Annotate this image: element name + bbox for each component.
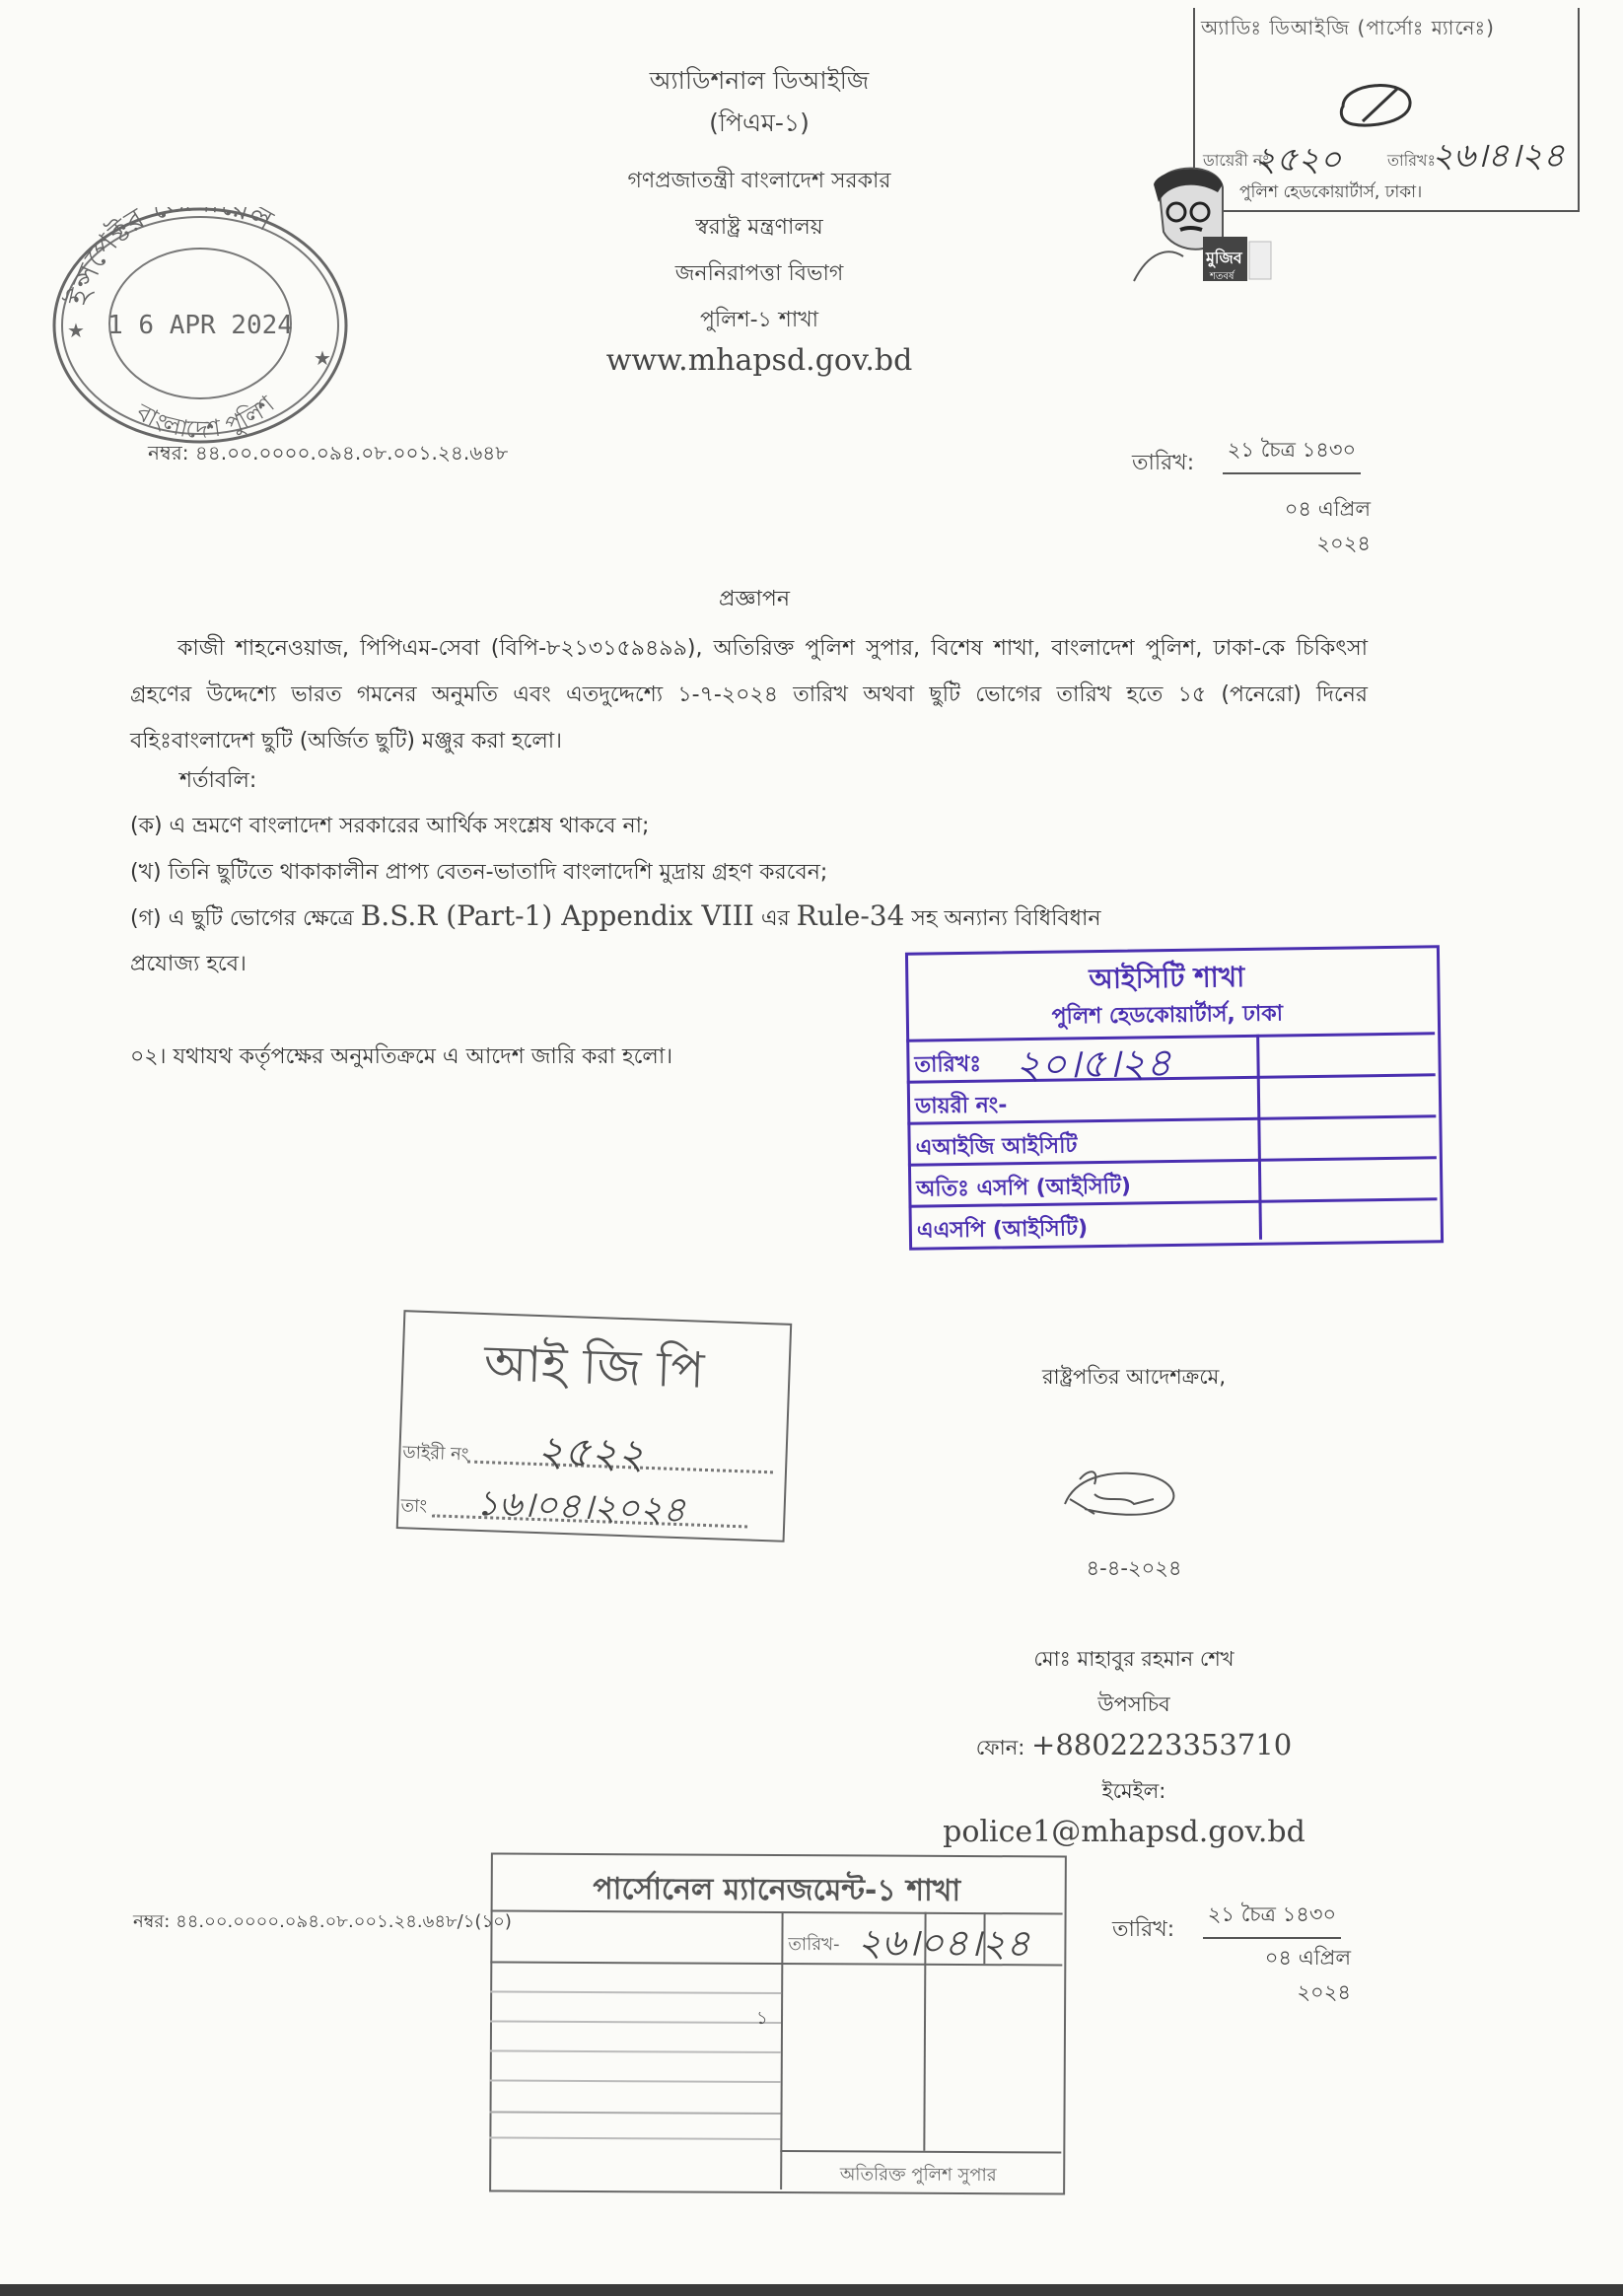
signature-image [1045, 1460, 1193, 1529]
condition-g [130, 899, 1100, 938]
signatory-name: মোঃ মাহাবুর রহমান শেখ [1033, 1647, 1235, 1671]
notification-title: প্রজ্ঞাপন [719, 587, 790, 611]
igp-date-label: তাং [400, 1495, 428, 1518]
issue-date [1114, 434, 1371, 555]
pm-number-one: ১ [755, 2007, 768, 2029]
ict-row-asp [909, 1197, 1439, 1247]
handwritten-mark [1333, 77, 1422, 131]
phone-number[interactable]: +8802223353710 [1031, 1728, 1293, 1761]
condition-g-rule-ref: B.S.R (Part-1) Appendix VIII [360, 899, 754, 932]
email-label: ইমেইল: [1101, 1779, 1166, 1803]
igp-date-value: ১৬।০৪।২০২৪ [474, 1482, 687, 1532]
signature-date: ৪-৪-২০২৪ [1086, 1556, 1182, 1580]
igp-diary-number: ২৫২২ [535, 1426, 646, 1478]
memo-number-label: নম্বর: [148, 441, 189, 465]
scan-edge [0, 2284, 1623, 2296]
memo-number [148, 439, 508, 471]
ministry-name: স্বরাষ্ট্র মন্ত্রণালয় [695, 215, 823, 240]
notification-paragraph: কাজী শাহনেওয়াজ, পিপিএম-সেবা (বিপি-৮২১৩১৫৯৪৯৯), অতিরিক্ত পুলিশ সুপার, বিশেষ শাখা, বাংলাদেশ পুলিশ, ঢাকা-কে চিকিৎসা গ্রহণের উদ্দেশ্যে ভারত গমনের অনুমতি এবং এতদুদ্দেশ্যে ১-৭-২০২৪ তারিখ অথবা ছুটি ভোগের তারিখ হতে ১৫ (পনেরো) দিনের বহিঃবাংলাদেশ ছুটি (অর্জিত ছুটি) মঞ্জুর করা হলো। [130, 636, 1368, 753]
pm-date-label: তারিখ- [788, 1934, 840, 1956]
memo-number-label: নম্বর: [133, 1911, 171, 1932]
diary-number: ২৫২০ [1254, 140, 1342, 179]
memo-number-value: ৪৪.০০.০০০০.০৯৪.০৮.০০১.২৪.৬৪৮ [194, 441, 509, 465]
seal-bottom-text: বাংলাদেশ পুলিশ [131, 390, 280, 444]
letterhead [552, 158, 966, 343]
condition-g-suffix: সহ অন্যান্য বিধিবিধান [904, 906, 1101, 931]
row-label: এআইজি আইসিটি [915, 1133, 1078, 1161]
date-label: তারিখ: [1132, 451, 1195, 475]
row-label: ডায়রী নং- [914, 1093, 1008, 1119]
star-icon: ★ [67, 319, 85, 342]
row-label: এএসপি (আইসিটি) [916, 1216, 1089, 1244]
igp-diary-stamp [395, 1310, 793, 1570]
paragraph-two: ০২। যথাযথ কর্তৃপক্ষের অনুমতিক্রমে এ আদেশ জারি করা হলো। [130, 1044, 673, 1069]
pm-stamp-footer: অতিরিক্ত পুলিশ সুপার [839, 2164, 997, 2187]
branch-name: পুলিশ-১ শাখা [699, 308, 819, 332]
division-name: জননিরাপত্তা বিভাগ [674, 261, 844, 286]
stamp-title: অ্যাডিঃ ডিআইজি (পার্সোঃ ম্যানেঃ) [1201, 16, 1495, 39]
pm-stamp-title: পার্সোনেল ম্যানেজমেন্ট-১ শাখা [593, 1872, 961, 1908]
date-bangla: ২১ চৈত্র ১৪৩০ [1203, 1899, 1341, 1939]
seal-date: 1 6 APR 2024 [107, 311, 293, 340]
website-link[interactable]: www.mhapsd.gov.bd [605, 343, 913, 378]
email-link[interactable]: police1@mhapsd.gov.bd [943, 1815, 1305, 1849]
condition-k: (ক) এ ভ্রমণে বাংলাদেশ সরকারের আর্থিক সংশ্লেষ থাকবে না; [130, 814, 650, 838]
personnel-management-stamp [489, 1852, 1068, 2195]
logo-subtext: শতবর্ষ [1210, 271, 1235, 282]
ict-stamp-subtitle: পুলিশ হেডকোয়ার্টার্স, ঢাকা [1051, 1001, 1284, 1030]
signatory-designation: উপসচিব [1097, 1692, 1170, 1716]
date-english: ০৪ এপ্রিল ২০২৪ [1284, 497, 1371, 555]
seal-top-text: ইন্সপেক্টর রেল [61, 207, 279, 309]
igp-stamp-title: আই জি পি [482, 1334, 706, 1399]
stamp-footer: পুলিশ হেডকোয়ার্টার্স, ঢাকা। [1239, 182, 1423, 202]
date-label: তারিখ: [1112, 1917, 1175, 1942]
diary-label: ডায়েরী নং [1203, 151, 1270, 170]
ict-date-handwritten: ২০।৫।২৪ [1015, 1040, 1172, 1089]
issue-date-copy [1094, 1899, 1371, 2004]
conditions-heading: শর্তাবলি: [179, 768, 257, 793]
date-label: তারিখঃ [1387, 151, 1437, 170]
signatory-phone [907, 1728, 1361, 1766]
by-order-text: রাষ্ট্রপতির আদেশক্রমে, [1042, 1365, 1226, 1389]
ict-branch-stamp [905, 945, 1442, 1249]
star-icon: ★ [314, 346, 331, 370]
condition-kh: (খ) তিনি ছুটিতে থাকাকালীন প্রাপ্য বেতন-ভাতাদি বাংলাদেশি মুদ্রায় গ্রহণ করবেন; [130, 860, 828, 885]
condition-g-prefix: (গ) এ ছুটি ভোগের ক্ষেত্রে [130, 906, 361, 931]
igp-diary-label: ডাইরী নং [402, 1442, 469, 1466]
mujib-centenary-logo [1129, 163, 1297, 286]
round-seal [47, 207, 353, 444]
logo-text: মুজিব [1206, 249, 1242, 267]
memo-number-value: ৪৪.০০.০০০০.০৯৪.০৮.০০১.২৪.৬৪৮/১(১০) [176, 1911, 512, 1932]
condition-g-rule: Rule-34 [796, 899, 905, 932]
date-english: ০৪ এপ্রিল ২০২৪ [1264, 1946, 1351, 2004]
phone-label: ফোন: [975, 1736, 1032, 1759]
pm-date-value: ২৬।০৪।২৪ [857, 1920, 1030, 1966]
government-name: গণপ্রজাতন্ত্রী বাংলাদেশ সরকার [627, 169, 891, 193]
row-label: অতিঃ এসপি (আইসিটি) [916, 1174, 1132, 1202]
condition-g-line2: প্রযোজ্য হবে। [130, 952, 247, 976]
office-heading: অ্যাডিশনাল ডিআইজি (পিএম-১) [649, 66, 870, 137]
condition-g-mid: এর [753, 906, 797, 931]
date-bangla: ২১ চৈত্র ১৪৩০ [1223, 434, 1361, 474]
ict-stamp-title: আইসিটি শাখা [1089, 960, 1245, 996]
memo-number-copy [133, 1907, 512, 1938]
row-label: তারিখঃ [914, 1051, 982, 1078]
date-value: ২৬।৪।২৪ [1432, 136, 1565, 176]
